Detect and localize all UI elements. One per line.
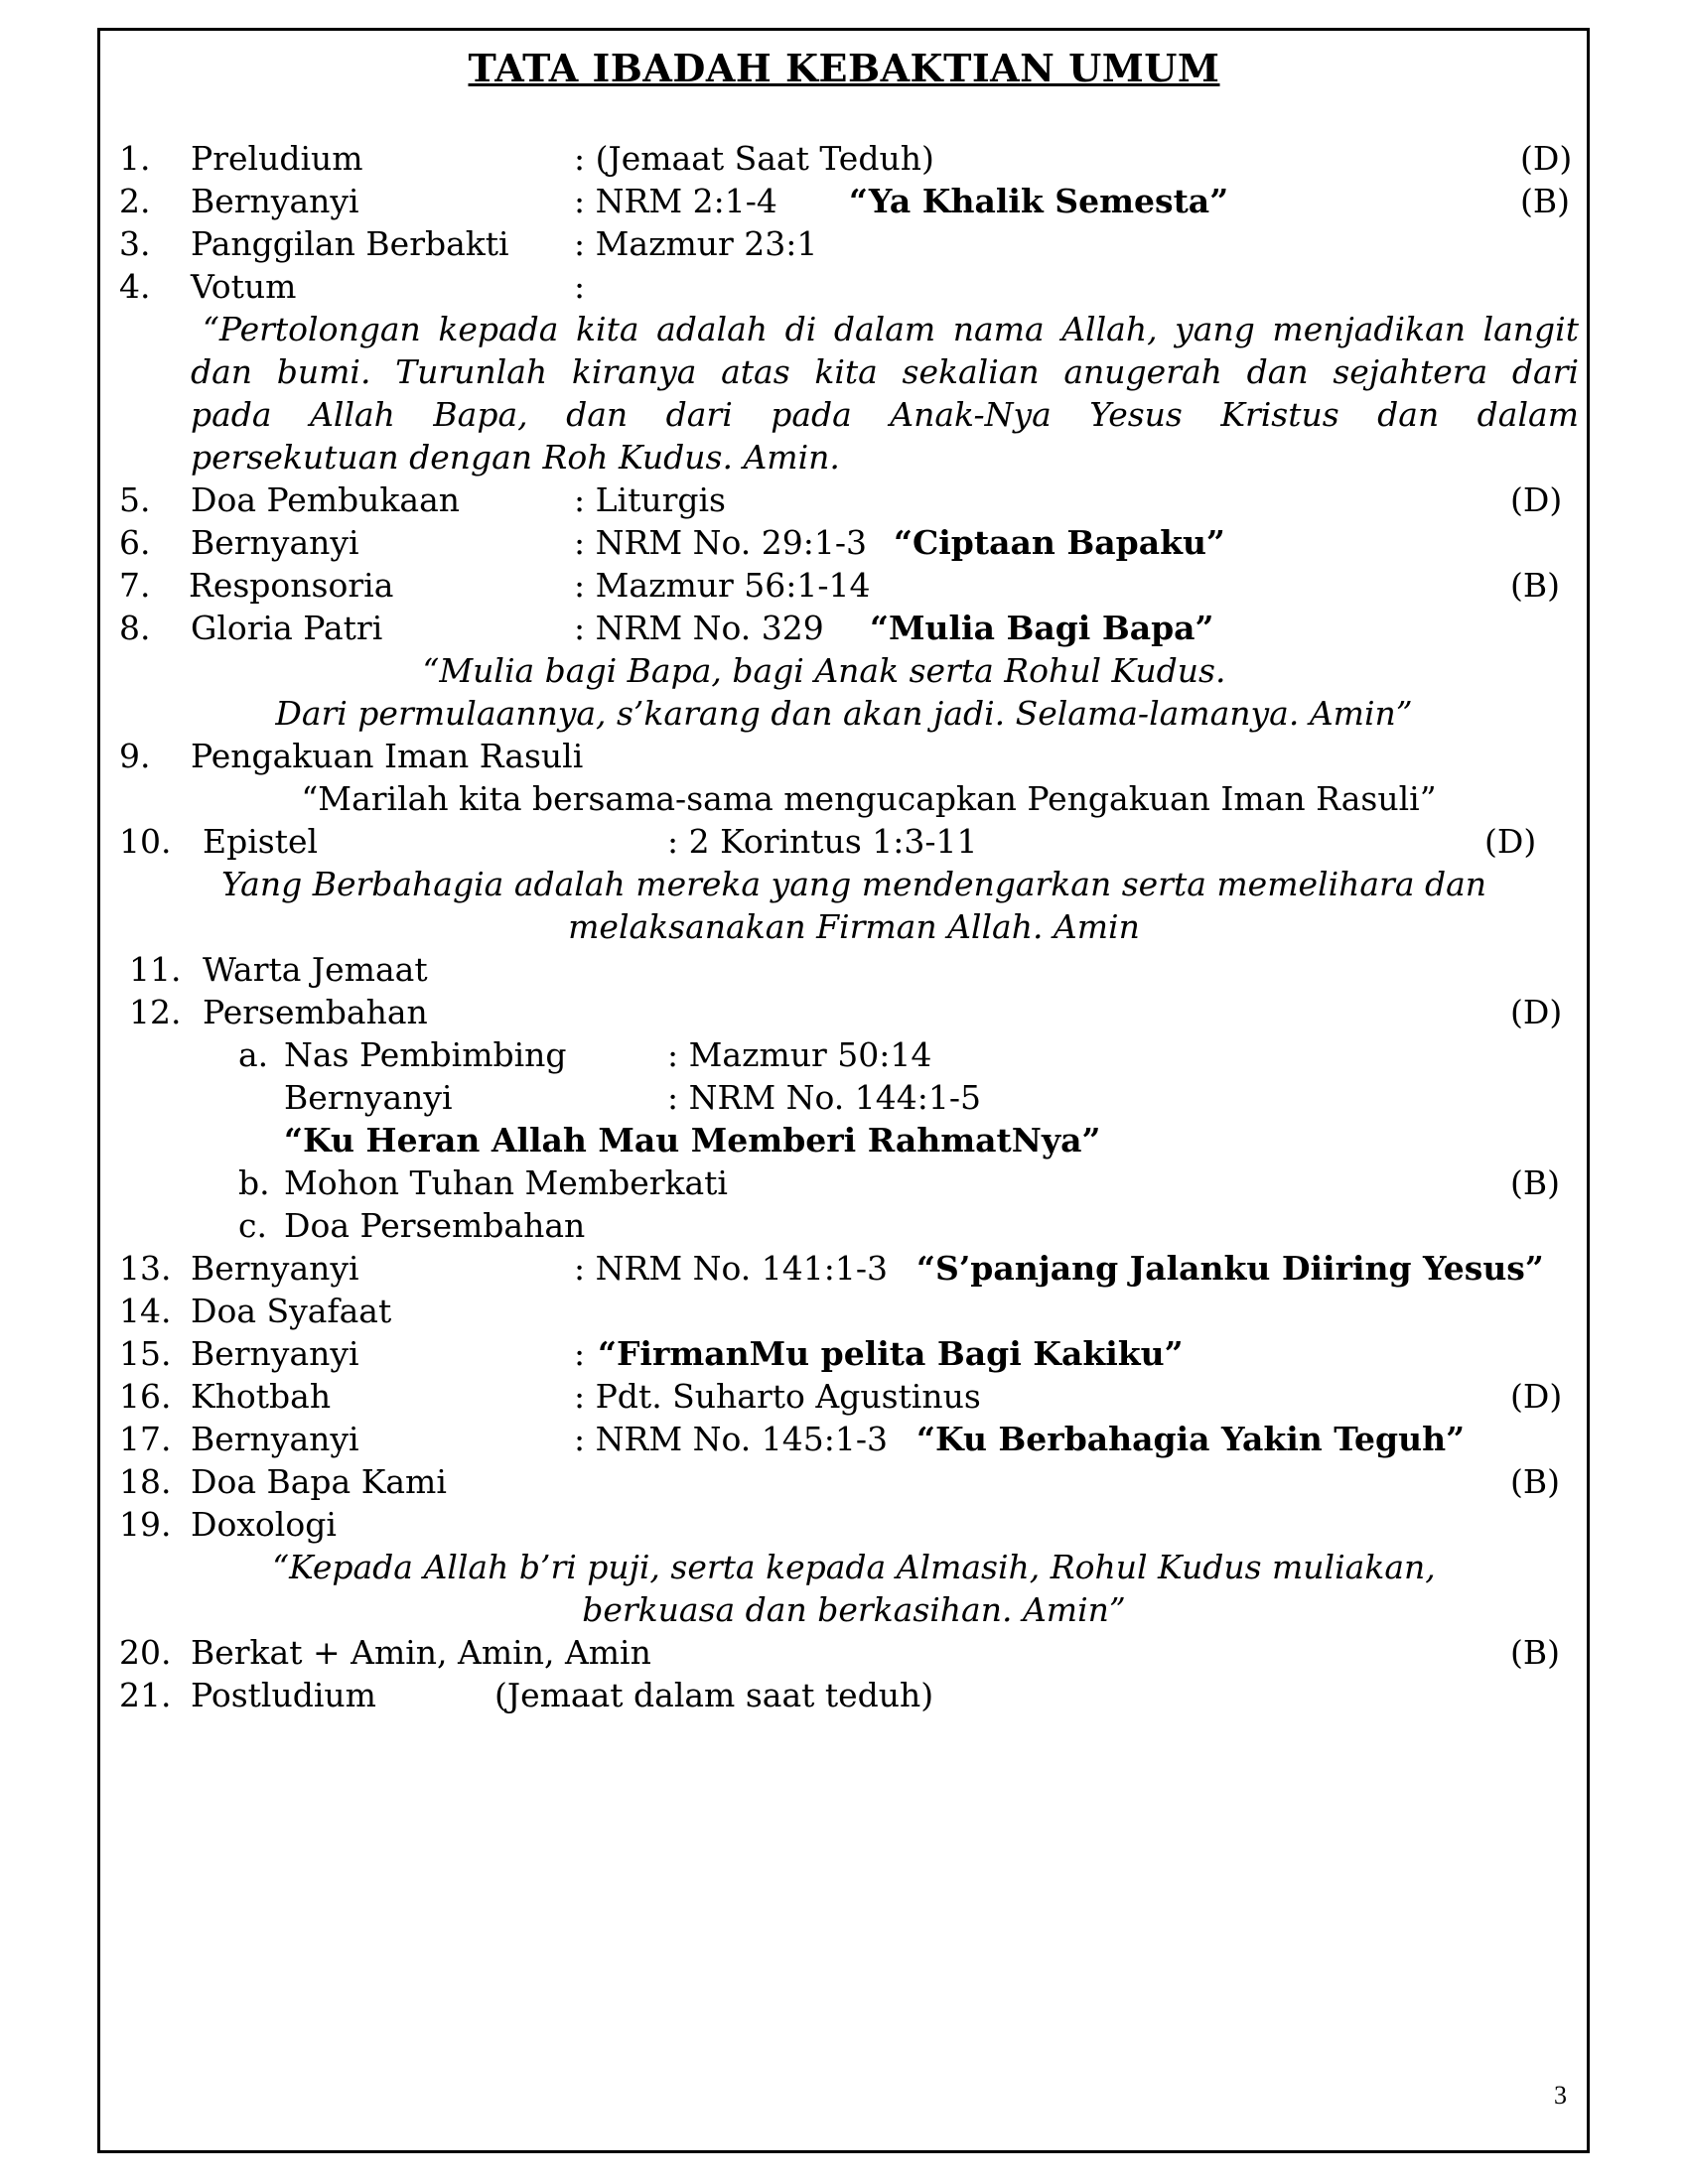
- item-15-song-title: “FirmanMu pelita Bagi Kakiku”: [598, 1334, 1184, 1373]
- item-7-code: (B): [1510, 566, 1560, 605]
- item-18-code: (B): [1510, 1462, 1560, 1501]
- item-20-label: Berkat + Amin, Amin, Amin: [191, 1633, 651, 1672]
- item-13-label: Bernyanyi: [191, 1249, 359, 1288]
- item-17-label: Bernyanyi: [191, 1420, 359, 1458]
- pengakuan-text: “Marilah kita bersama-sama mengucapkan Pengakuan Iman Rasuli”: [301, 779, 1437, 818]
- persembahan-c-label: Doa Persembahan: [284, 1206, 586, 1245]
- item-7-label: Responsoria: [189, 566, 394, 605]
- item-2-song-title: “Ya Khalik Semesta”: [849, 182, 1229, 220]
- item-10-label: Epistel: [203, 822, 319, 861]
- persembahan-c-marker: c.: [238, 1206, 267, 1245]
- item-17-number: 17.: [119, 1420, 172, 1458]
- item-11-label: Warta Jemaat: [203, 950, 428, 989]
- item-14-label: Doa Syafaat: [191, 1292, 392, 1330]
- votum-line-1: “Pertolongan kepada kita adalah di dalam nama Allah, yang menjadikan langit: [203, 310, 1579, 348]
- item-10-code: (D): [1484, 822, 1537, 861]
- epistel-line-2: melaksanakan Firman Allah. Amin: [568, 907, 1140, 946]
- epistel-line-1: Yang Berbahagia adalah mereka yang mendengarkan serta memelihara dan: [220, 865, 1487, 903]
- item-8-value: : NRM No. 329: [574, 609, 824, 647]
- item-8-number: 8.: [119, 609, 151, 647]
- item-7-number: 7.: [119, 566, 151, 605]
- item-13-number: 13.: [119, 1249, 172, 1288]
- item-2-label: Bernyanyi: [191, 182, 359, 220]
- item-14-number: 14.: [119, 1292, 172, 1330]
- item-12-code: (D): [1510, 993, 1563, 1031]
- item-12-label: Persembahan: [203, 993, 428, 1031]
- item-12-number: 12.: [129, 993, 182, 1031]
- item-11-number: 11.: [129, 950, 182, 989]
- item-6-number: 6.: [119, 523, 151, 562]
- item-3-label: Panggilan Berbakti: [191, 224, 509, 263]
- item-1-label: Preludium: [191, 139, 363, 178]
- persembahan-b-label: Mohon Tuhan Memberkati: [284, 1163, 728, 1202]
- item-6-value: : NRM No. 29:1-3: [574, 523, 868, 562]
- item-7-value: : Mazmur 56:1-14: [574, 566, 871, 605]
- item-21-label: Postludium: [191, 1676, 376, 1714]
- item-5-value: : Liturgis: [574, 480, 726, 519]
- item-18-number: 18.: [119, 1462, 172, 1501]
- page-number: 3: [1554, 2081, 1567, 2110]
- item-8-label: Gloria Patri: [191, 609, 383, 647]
- item-19-label: Doxologi: [191, 1505, 337, 1544]
- persembahan-b-code: (B): [1510, 1163, 1560, 1202]
- item-9-number: 9.: [119, 737, 151, 775]
- item-16-value: : Pdt. Suharto Agustinus: [574, 1377, 981, 1416]
- persembahan-song-value: : NRM No. 144:1-5: [667, 1078, 981, 1117]
- item-2-value: : NRM 2:1-4: [574, 182, 777, 220]
- votum-line-2: dan bumi. Turunlah kiranya atas kita sekalian anugerah dan sejahtera dari: [191, 352, 1579, 391]
- item-13-song-title: “S’panjang Jalanku Diiring Yesus”: [916, 1249, 1544, 1288]
- item-4-value: :: [574, 267, 586, 306]
- item-6-song-title: “Ciptaan Bapaku”: [894, 523, 1225, 562]
- doxologi-line-1: “Kepada Allah b’ri puji, serta kepada Almasih, Rohul Kudus muliakan,: [272, 1548, 1436, 1586]
- item-15-value: :: [574, 1334, 586, 1373]
- item-5-code: (D): [1510, 480, 1563, 519]
- page-title: TATA IBADAH KEBAKTIAN UMUM: [468, 46, 1220, 90]
- item-9-label: Pengakuan Iman Rasuli: [191, 737, 584, 775]
- gloria-line-1: “Mulia bagi Bapa, bagi Anak serta Rohul Kudus.: [422, 651, 1226, 690]
- item-5-number: 5.: [119, 480, 151, 519]
- persembahan-song-title: “Ku Heran Allah Mau Memberi RahmatNya”: [284, 1121, 1101, 1160]
- persembahan-a-marker: a.: [238, 1035, 269, 1074]
- item-4-number: 4.: [119, 267, 151, 306]
- item-15-label: Bernyanyi: [191, 1334, 359, 1373]
- persembahan-a-label: Nas Pembimbing: [284, 1035, 567, 1074]
- votum-line-4: persekutuan dengan Roh Kudus. Amin.: [191, 438, 840, 477]
- votum-line-3: pada Allah Bapa, dan dari pada Anak-Nya Yesus Kristus dan dalam: [191, 395, 1579, 434]
- item-16-label: Khotbah: [191, 1377, 332, 1416]
- item-19-number: 19.: [119, 1505, 172, 1544]
- item-1-value: : (Jemaat Saat Teduh): [574, 139, 934, 178]
- item-2-number: 2.: [119, 182, 151, 220]
- item-17-song-title: “Ku Berbahagia Yakin Teguh”: [916, 1420, 1466, 1458]
- item-8-song-title: “Mulia Bagi Bapa”: [870, 609, 1214, 647]
- item-17-value: : NRM No. 145:1-3: [574, 1420, 888, 1458]
- item-10-value: : 2 Korintus 1:3-11: [667, 822, 978, 861]
- item-20-number: 20.: [119, 1633, 172, 1672]
- item-16-number: 16.: [119, 1377, 172, 1416]
- item-18-label: Doa Bapa Kami: [191, 1462, 447, 1501]
- item-3-value: : Mazmur 23:1: [574, 224, 818, 263]
- item-21-value: (Jemaat dalam saat teduh): [494, 1676, 934, 1714]
- item-3-number: 3.: [119, 224, 151, 263]
- gloria-line-2: Dari permulaannya, s’karang dan akan jadi. Selama-lamanya. Amin”: [275, 694, 1413, 733]
- item-4-label: Votum: [191, 267, 297, 306]
- item-10-number: 10.: [119, 822, 172, 861]
- item-1-code: (D): [1520, 139, 1573, 178]
- persembahan-song-label: Bernyanyi: [284, 1078, 453, 1117]
- persembahan-b-marker: b.: [238, 1163, 270, 1202]
- doxologi-line-2: berkuasa dan berkasihan. Amin”: [582, 1590, 1126, 1629]
- persembahan-a-value: : Mazmur 50:14: [667, 1035, 932, 1074]
- item-5-label: Doa Pembukaan: [191, 480, 461, 519]
- item-13-value: : NRM No. 141:1-3: [574, 1249, 888, 1288]
- item-1-number: 1.: [119, 139, 151, 178]
- item-20-code: (B): [1510, 1633, 1560, 1672]
- item-21-number: 21.: [119, 1676, 172, 1714]
- item-16-code: (D): [1510, 1377, 1563, 1416]
- item-6-label: Bernyanyi: [191, 523, 359, 562]
- item-15-number: 15.: [119, 1334, 172, 1373]
- item-2-code: (B): [1520, 182, 1570, 220]
